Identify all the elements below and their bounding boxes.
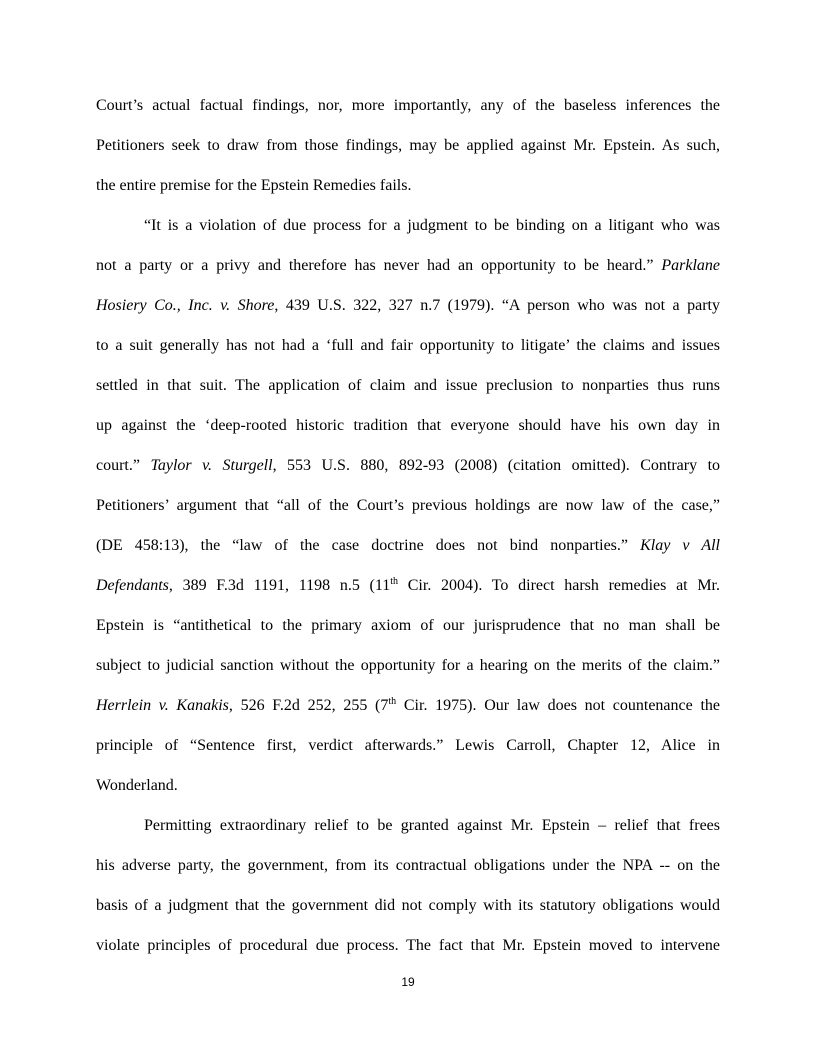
- text-line: [96, 696, 720, 716]
- superscript: th: [390, 576, 399, 587]
- text-span: Cir. 1975). Our law does not countenance the: [396, 697, 720, 714]
- text-line: [96, 296, 720, 316]
- text-line: [96, 456, 720, 476]
- text-span: , 553 U.S. 880, 892-93 (2008) (citation omitted). Contrary to: [272, 457, 721, 474]
- text-span: , 389 F.3d 1191, 1198 n.5 (11: [168, 577, 391, 594]
- text-line: violate principles of procedural due process. The fact that Mr. Epstein moved to intervene: [96, 937, 720, 954]
- text-line: [96, 576, 720, 596]
- text-span: , 439 U.S. 322, 327 n.7 (1979). “A person who was not a party: [274, 297, 721, 314]
- text-line: Court’s actual factual findings, nor, more importantly, any of the baseless inferences the: [96, 97, 720, 114]
- text-line: his adverse party, the government, from its contractual obligations under the NPA -- on the: [96, 857, 720, 874]
- case-citation: Taylor v. Sturgell: [150, 457, 273, 474]
- text-line: settled in that suit. The application of claim and issue preclusion to nonparties thus runs: [96, 377, 720, 394]
- text-line: principle of “Sentence first, verdict afterwards.” Lewis Carroll, Chapter 12, Alice in: [96, 737, 720, 754]
- text-line: Petitioners’ argument that “all of the Court’s previous holdings are now law of the case,”: [96, 497, 720, 514]
- text-span: not a party or a privy and therefore has never had an opportunity to be heard.”: [96, 257, 654, 274]
- text-line: [96, 536, 720, 556]
- text-line: [96, 256, 720, 276]
- case-citation: Parklane: [661, 257, 720, 274]
- page-number: 19: [401, 975, 415, 989]
- case-citation: Klay v All: [640, 537, 720, 554]
- text-line: “It is a violation of due process for a judgment to be binding on a litigant who was: [144, 217, 720, 234]
- text-line: Wonderland.: [96, 777, 178, 794]
- text-line: subject to judicial sanction without the opportunity for a hearing on the merits of the claim.”: [96, 657, 720, 674]
- text-line: Epstein is “antithetical to the primary axiom of our jurisprudence that no man shall be: [96, 617, 720, 634]
- text-line: up against the ‘deep-rooted historic tradition that everyone should have his own day in: [96, 417, 720, 434]
- text-span: court.”: [96, 457, 140, 474]
- text-line: Permitting extraordinary relief to be granted against Mr. Epstein – relief that frees: [144, 817, 720, 834]
- case-citation: Hosiery Co., Inc. v. Shore: [96, 297, 275, 314]
- superscript: th: [388, 696, 397, 707]
- text-line: basis of a judgment that the government did not comply with its statutory obligations would: [96, 897, 720, 914]
- text-line: the entire premise for the Epstein Remedies fails.: [96, 177, 412, 194]
- text-span: , 526 F.2d 252, 255 (7: [228, 697, 389, 714]
- text-line: Petitioners seek to draw from those findings, may be applied against Mr. Epstein. As such,: [96, 137, 720, 154]
- text-line: to a suit generally has not had a ‘full and fair opportunity to litigate’ the claims and issues: [96, 337, 720, 354]
- text-span: (DE 458:13), the “law of the case doctrine does not bind nonparties.”: [96, 537, 629, 554]
- case-citation: Defendants: [96, 577, 169, 594]
- case-citation: Herrlein v. Kanakis: [96, 697, 229, 714]
- text-span: Cir. 2004). To direct harsh remedies at Mr.: [398, 577, 720, 594]
